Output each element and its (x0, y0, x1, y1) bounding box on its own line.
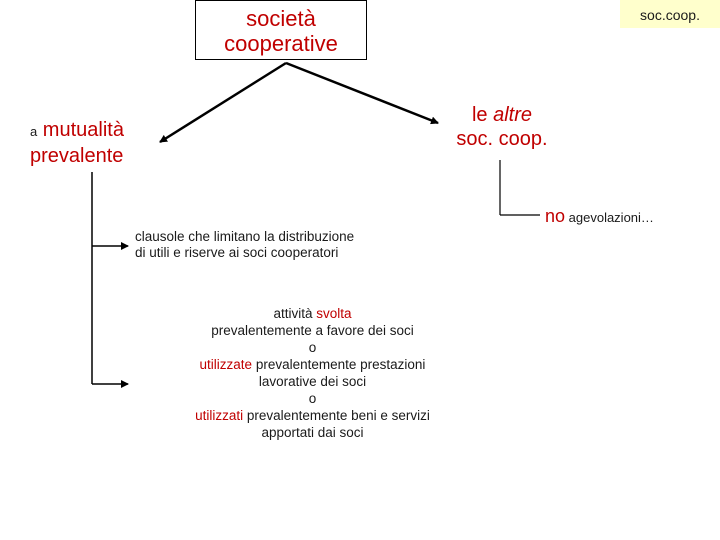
activity-line-8: apportati dai soci (261, 425, 364, 440)
activity-or-1: o (308, 340, 317, 355)
clause-line-1: clausole che limitano la distribuzione (135, 229, 355, 244)
no-agevolazioni-label (545, 206, 654, 227)
activity-text (160, 305, 465, 441)
utilizzate-word: utilizzate (199, 357, 253, 372)
arrow-to-mutualita (160, 63, 286, 142)
clause-text (135, 229, 354, 261)
activity-pre: attività (273, 306, 317, 321)
title-line-2: cooperative (224, 31, 338, 56)
title-box (195, 0, 367, 60)
altre-word: altre (493, 104, 533, 126)
activity-or-2: o (308, 391, 317, 406)
activity-line-5: lavorative dei soci (258, 374, 367, 389)
activity-line-2: prevalentemente a favore dei soci (211, 323, 414, 338)
le-word: le (471, 104, 494, 126)
altre-soc-coop-label (448, 103, 556, 151)
activity-line-7-rest: prevalentemente beni e servizi (243, 408, 430, 423)
soc-coop-word: soc. coop. (456, 128, 548, 150)
prevalente-word: prevalente (30, 145, 124, 167)
no-word: no (545, 206, 566, 226)
mutualita-word: mutualità (42, 119, 124, 141)
utilizzati-word: utilizzati (195, 408, 244, 423)
soc-coop-tag: soc.coop. (620, 0, 720, 28)
svolta-word: svolta (316, 306, 352, 321)
mutualita-prevalente-label (30, 118, 124, 168)
agevolazioni-text: agevolazioni… (565, 210, 654, 225)
title-line-1: società (246, 6, 316, 31)
prefix-a: a (30, 124, 38, 139)
activity-line-4-rest: prevalentemente prestazioni (252, 357, 426, 372)
clause-line-2: di utili e riserve ai soci cooperatori (135, 245, 339, 260)
arrow-to-altre (286, 63, 438, 123)
